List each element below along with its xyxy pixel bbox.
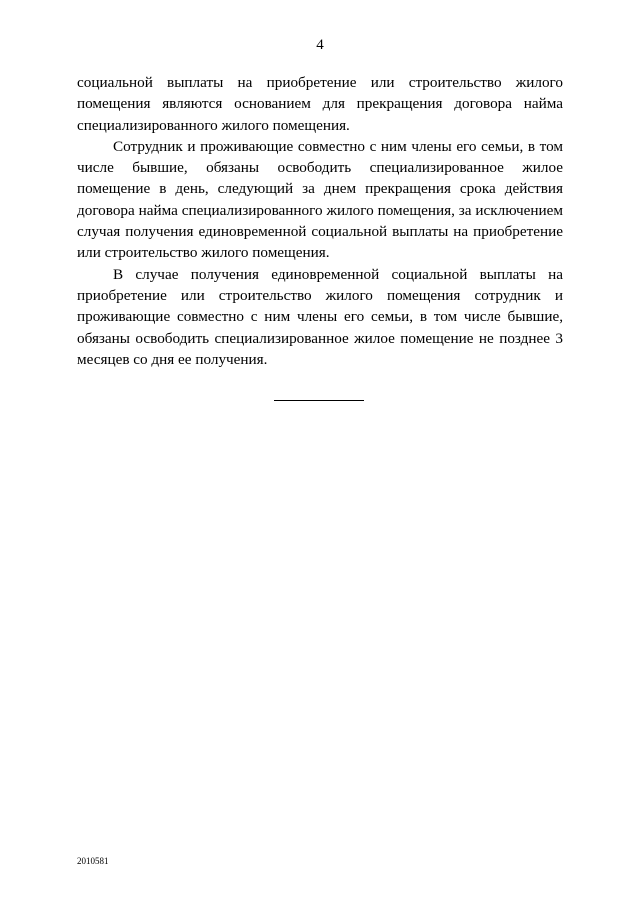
page-number: 4 bbox=[316, 37, 324, 53]
document-code: 2010581 bbox=[77, 856, 109, 866]
document-body bbox=[77, 72, 563, 370]
paragraph-vacate-obligation: Сотрудник и проживающие совместно с ним члены его семьи, в том числе бывшие, обязаны освободить специализированное жилое помещение в день, следующий за днем прекращения срока действия договора найма специализированного жилого помещения, за исключением случая получения единовременной социальной выплаты на приобретение или строительство жилого помещения. bbox=[77, 137, 563, 262]
paragraph-payment-deadline: В случае получения единовременной социальной выплаты на приобретение или строительство жилого помещения сотрудник и проживающие совместно с ним члены его семьи, в том числе бывшие, обязаны освободить специализированное жилое помещение не позднее 3 месяцев со дня ее получения. bbox=[77, 265, 563, 368]
paragraph-continuation: социальной выплаты на приобретение или строительство жилого помещения являются основанием для прекращения договора найма специализированного жилого помещения. bbox=[77, 74, 563, 134]
end-separator-line bbox=[274, 400, 364, 401]
